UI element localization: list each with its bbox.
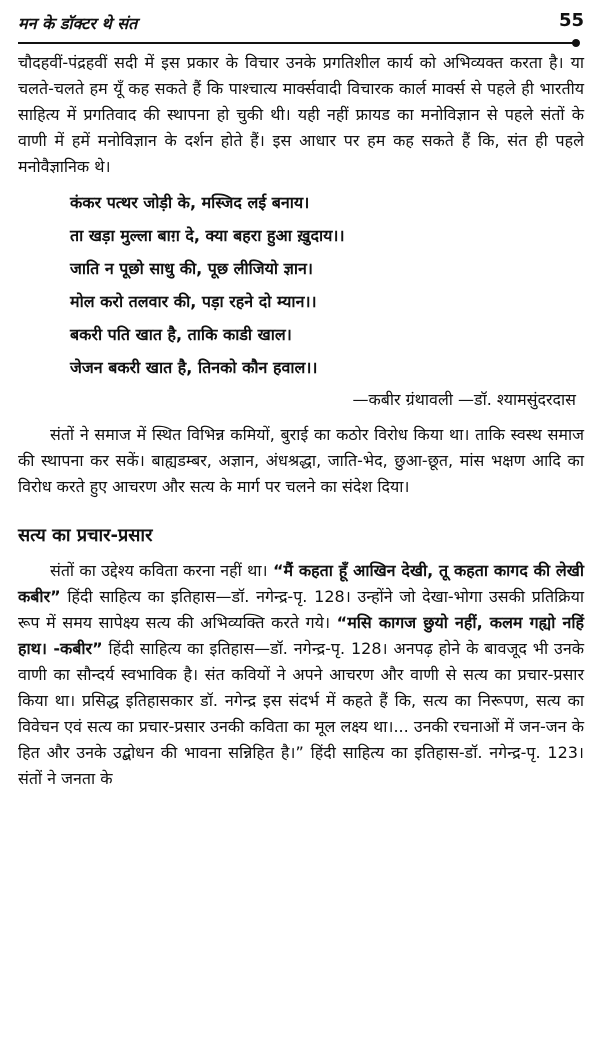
quote-1: “मैं कहता हूँ आखिन देखी, तू कहता कागद की लेखी कबीर” [18, 561, 584, 606]
verse-block [70, 186, 584, 384]
paragraph-3 [18, 558, 584, 792]
paragraph-3-text-1: संतों का उद्देश्य कविता करना नहीं था। [50, 561, 273, 580]
paragraph-3-text-3: हिंदी साहित्य का इतिहास—डॉ. नगेन्द्र-पृ. 128। अनपढ़ होने के बावजूद भी उनके वाणी का सौन्दर्य स्वभाविक है। संत कवियों ने अपने आचरण और वाणी से सत्य का प्रचार-प्रसार किया था। प्रसिद्ध इतिहासकार डॉ. नगेन्द्र इस संदर्भ में कहते हैं कि, सत्य का निरूपण, सत्य का विवेचन एवं सत्य का प्रचार-प्रसार उनकी कविता का मूल लक्ष्य था।... उनकी रचनाओं में जन-जन के हित और उनके उद्बोधन की भावना सन्निहित है।” हिंदी साहित्य का इतिहास-डॉ. नगेन्द्र-पृ. 123। संतों ने जनता के [18, 639, 584, 788]
page-header [18, 8, 584, 36]
verse-attribution: —कबीर ग्रंथावली —डॉ. श्यामसुंदरदास [352, 390, 576, 409]
verse-line: बकरी पति खात है, ताकि काडी खाल। [70, 325, 292, 344]
verse-line: ता खड़ा मुल्ला बाग़ दे, क्या बहरा हुआ ख़ुदाय।। [70, 226, 345, 245]
body-text [18, 50, 584, 792]
verse-line: जाति न पूछो साधु की, पूछ लीजियो ज्ञान। [70, 259, 313, 278]
header-rule-dot [572, 39, 580, 47]
section-heading: सत्य का प्रचार-प्रसार [18, 525, 153, 546]
running-head: मन के डॉक्टर थे संत [18, 14, 138, 33]
paragraph-2: संतों ने समाज में स्थित विभिन्न कमियों, बुराई का कठोर विरोध किया था। ताकि स्वस्थ समाज की स्थापना कर सकें। बाह्यडम्बर, अज्ञान, अंधश्रद्धा, जाति-भेद, छुआ-छूत, मांस भक्षण आदि का विरोध करते हुए आचरण और सत्य के मार्ग पर चलने का संदेश दिया। [18, 425, 584, 496]
verse-line: कंकर पत्थर जोड़ी के, मस्जिद लई बनाय। [70, 193, 310, 212]
header-rule [18, 42, 574, 44]
quote-2: “मसि कागज छुयो नहीं, कलम गह्यो नहिं हाथ। -कबीर” [18, 613, 584, 658]
paragraph-1: चौदहवीं-पंद्रहवीं सदी में इस प्रकार के विचार उनके प्रगतिशील कार्य को अभिव्यक्त करता है। या चलते-चलते हम यूँ कह सकते हैं कि पाश्चात्य मार्क्सवादी विचारक कार्ल मार्क्स से पहले ही भारतीय साहित्य में प्रगतिवाद की स्थापना हो चुकी थी। यही नहीं फ्रायड का मनोविज्ञान से पहले संतों के वाणी में हमें मनोविज्ञान के दर्शन होते हैं। इस आधार पर हम कह सकते हैं कि, संत ही पहले मनोवैज्ञानिक थे। [18, 53, 584, 176]
book-page [18, 8, 584, 792]
paragraph-3-text-2: हिंदी साहित्य का इतिहास—डॉ. नगेन्द्र-पृ. 128। उन्होंने जो देखा-भोगा उसकी प्रतिक्रिया रूप में समय सापेक्ष्य सत्य की अभिव्यक्ति करते गये। [18, 587, 584, 632]
page-number: 55 [558, 10, 584, 31]
verse-line: जेजन बकरी खात है, तिनको कौन हवाल।। [70, 358, 318, 377]
verse-line: मोल करो तलवार की, पड़ा रहने दो म्यान।। [70, 292, 317, 311]
